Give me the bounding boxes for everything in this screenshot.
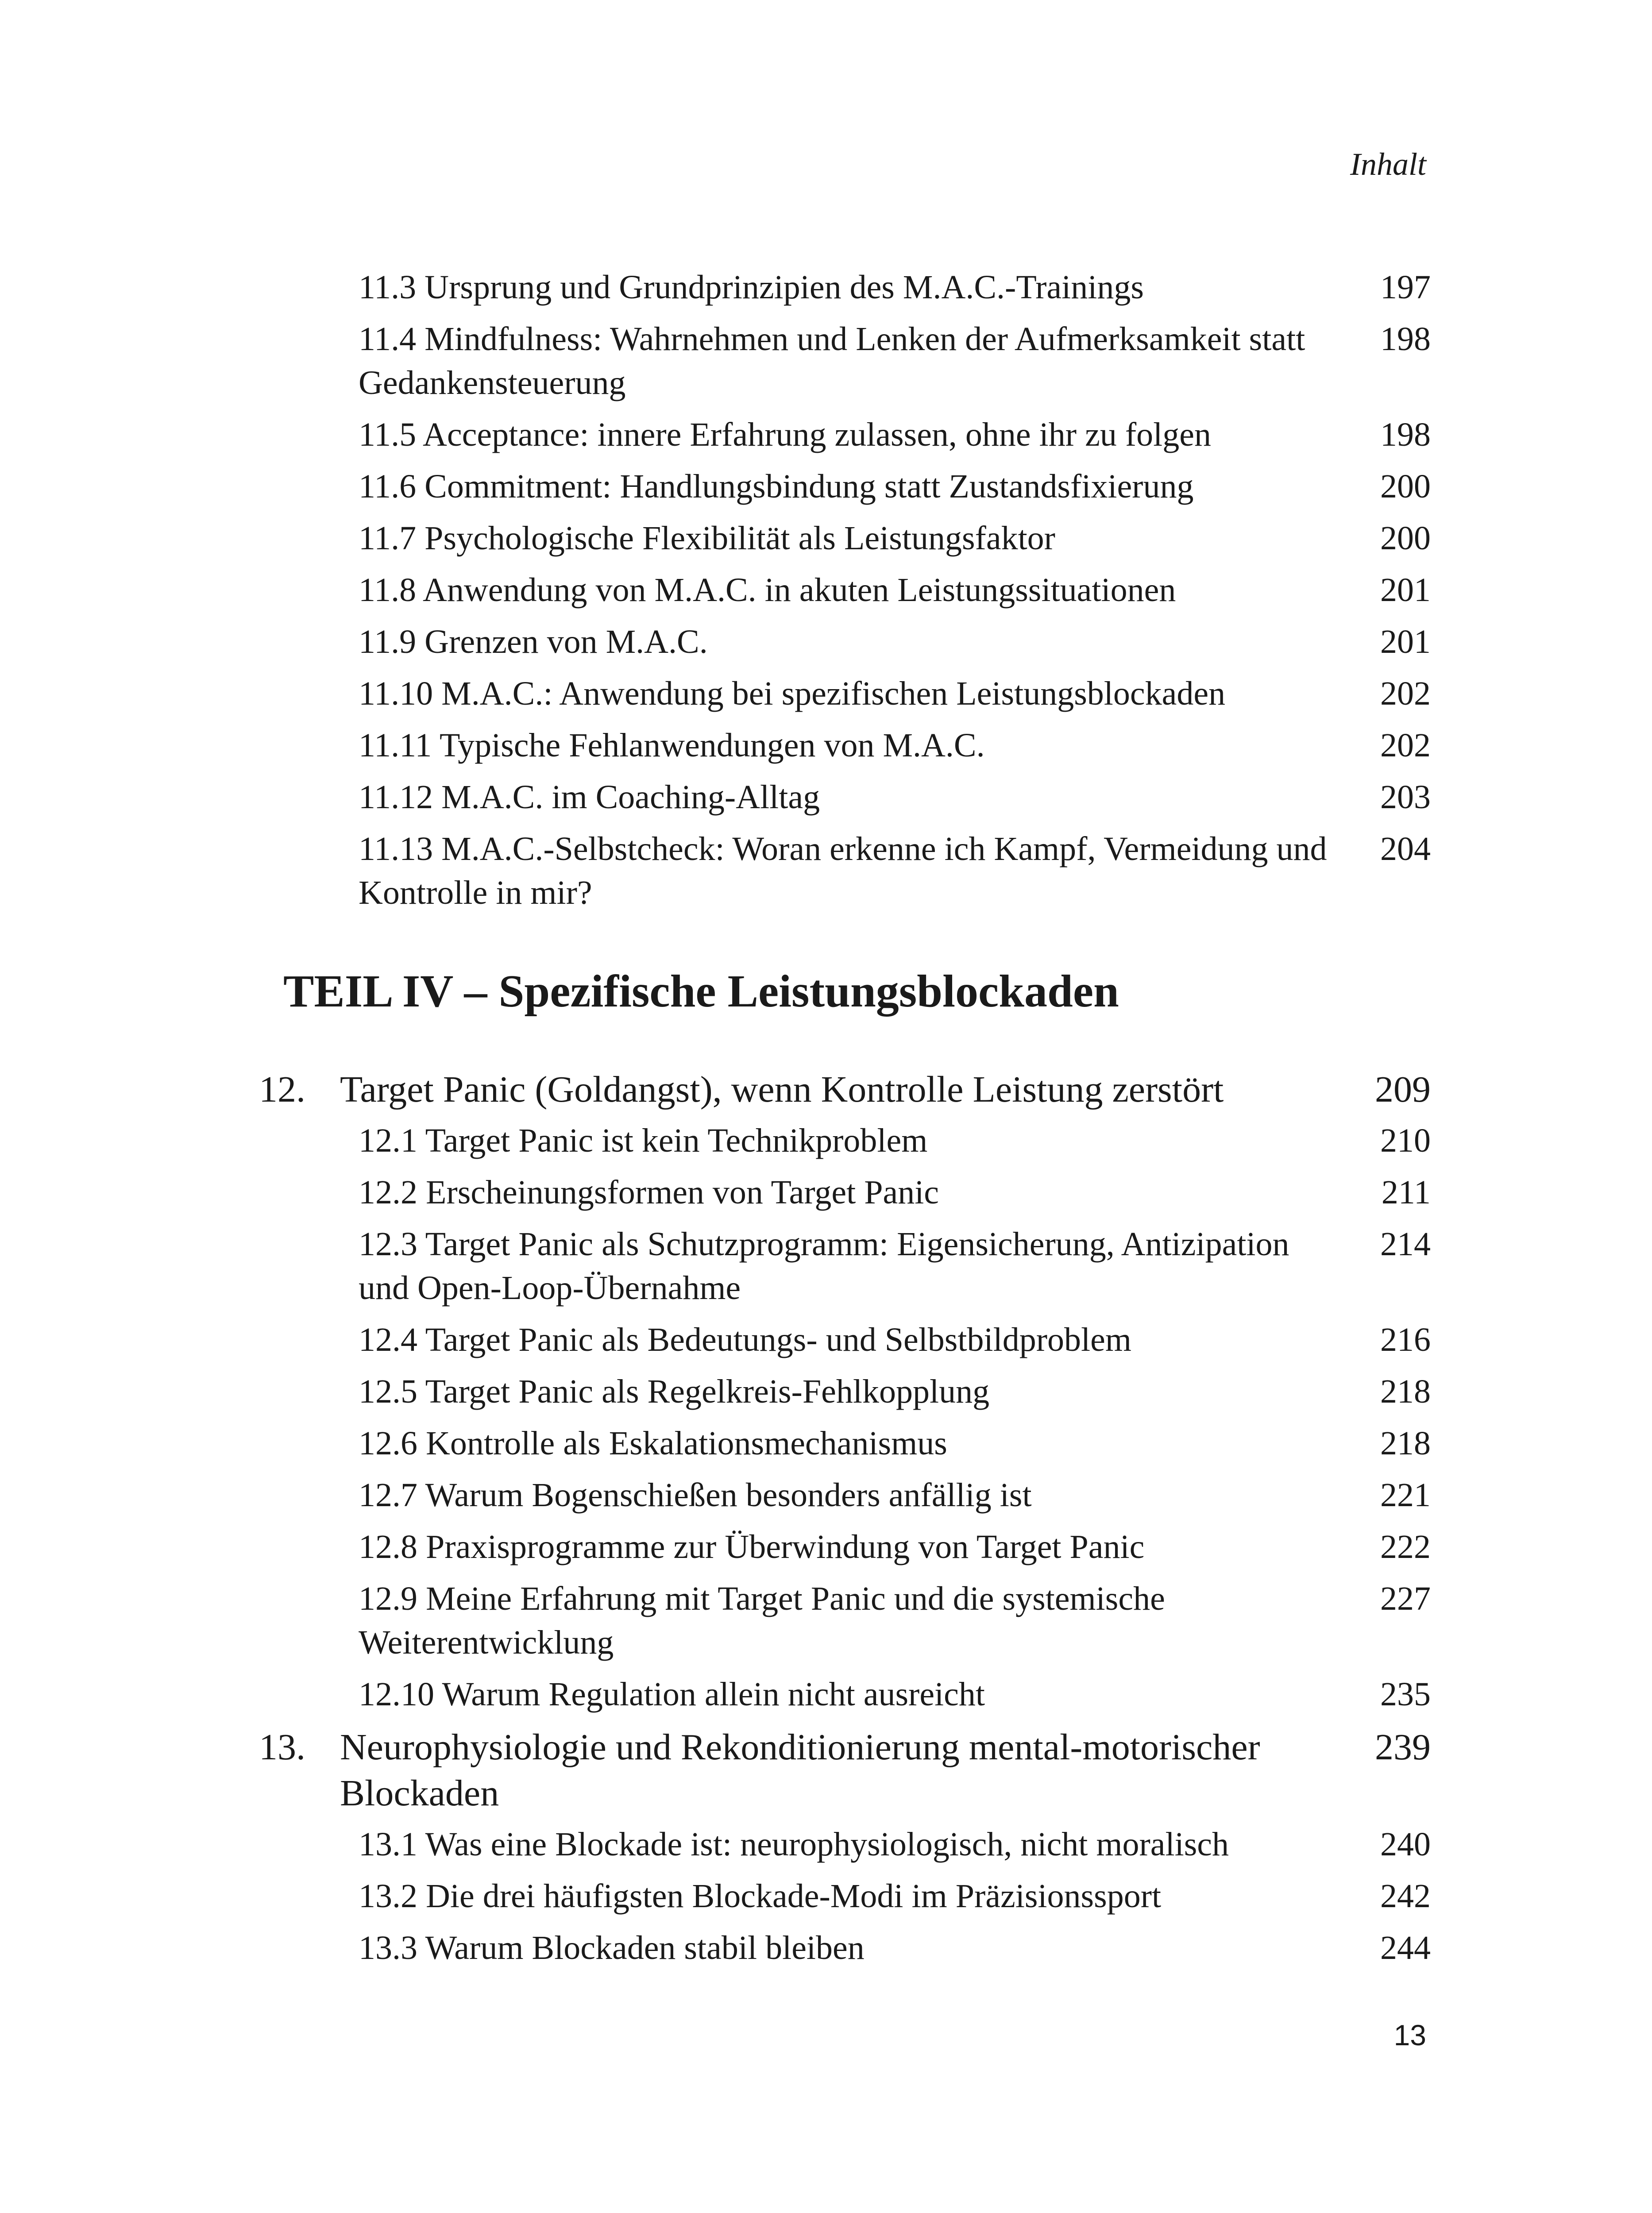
toc-entry-title: 12.3 Target Panic als Schutzprogramm: Eigensicherung, Antizipation und Open-Loop-Übernahme xyxy=(359,1226,1289,1307)
toc-entry[interactable] xyxy=(259,827,1431,915)
toc-entry-page: 214 xyxy=(1380,1226,1431,1263)
chapter-number: 12. xyxy=(259,1069,305,1110)
toc-entry-page: 222 xyxy=(1380,1528,1431,1565)
toc-entry[interactable] xyxy=(259,1823,1431,1866)
toc-entry[interactable] xyxy=(259,775,1431,819)
toc-entry[interactable] xyxy=(259,1473,1431,1517)
toc-entry[interactable] xyxy=(259,266,1431,309)
toc-entry[interactable] xyxy=(259,317,1431,405)
toc-entry[interactable] xyxy=(259,1874,1431,1918)
toc-entry-title: 12.5 Target Panic als Regelkreis-Fehlkopplung xyxy=(359,1373,990,1410)
toc-entry-title: 12.1 Target Panic ist kein Technikproblem xyxy=(359,1122,928,1159)
toc-entry[interactable] xyxy=(259,568,1431,612)
toc-entry-page: 240 xyxy=(1380,1826,1431,1863)
part-heading: TEIL IV – Spezifische Leistungsblockaden xyxy=(283,966,1119,1017)
toc-entry[interactable] xyxy=(259,517,1431,560)
toc-entry-page: 235 xyxy=(1380,1676,1431,1713)
toc-entry[interactable] xyxy=(259,672,1431,716)
toc-entry[interactable] xyxy=(259,1370,1431,1414)
chapter-title: Target Panic (Goldangst), wenn Kontrolle Leistung zerstört xyxy=(340,1069,1224,1110)
toc-entry-title: 11.7 Psychologische Flexibilität als Leistungsfaktor xyxy=(359,520,1055,557)
toc-entry-page: 218 xyxy=(1380,1373,1431,1410)
toc-entry[interactable] xyxy=(259,1926,1431,1970)
chapter-page: 209 xyxy=(1375,1069,1431,1110)
toc-entry-page: 202 xyxy=(1380,727,1431,764)
toc-entry-page: 200 xyxy=(1380,520,1431,557)
toc-entry-page: 200 xyxy=(1380,468,1431,505)
toc-entry[interactable] xyxy=(259,724,1431,767)
toc-entry-page: 198 xyxy=(1380,416,1431,453)
toc-entry-title: 13.3 Warum Blockaden stabil bleiben xyxy=(359,1929,865,1966)
toc-entry-title: 12.4 Target Panic als Bedeutungs- und Selbstbildproblem xyxy=(359,1321,1131,1358)
toc-entry-page: 198 xyxy=(1380,320,1431,358)
toc-entry-title: 11.11 Typische Fehlanwendungen von M.A.C. xyxy=(359,727,985,764)
toc-entry-page: 204 xyxy=(1380,830,1431,867)
toc-entry-page: 227 xyxy=(1380,1580,1431,1617)
toc-entry-page: 203 xyxy=(1380,779,1431,816)
toc-entry-title: 12.2 Erscheinungsformen von Target Panic xyxy=(359,1174,939,1211)
chapter-number: 13. xyxy=(259,1727,305,1768)
toc-entry-title: 12.9 Meine Erfahrung mit Target Panic und die systemische Weiterentwicklung xyxy=(359,1580,1165,1661)
toc-entry-page: 221 xyxy=(1380,1477,1431,1514)
running-head: Inhalt xyxy=(1350,147,1426,182)
toc-entry[interactable] xyxy=(259,1222,1431,1310)
toc-entry-page: 210 xyxy=(1380,1122,1431,1159)
toc-entry[interactable] xyxy=(259,1119,1431,1163)
toc-entry-page: 202 xyxy=(1380,675,1431,712)
toc-entry-page: 244 xyxy=(1380,1929,1431,1966)
toc-part-iv xyxy=(259,1067,1431,1978)
toc-entry-title: 11.12 M.A.C. im Coaching-Alltag xyxy=(359,779,820,816)
toc-entry-page: 218 xyxy=(1380,1425,1431,1462)
toc-entry-title: 12.10 Warum Regulation allein nicht ausreicht xyxy=(359,1676,985,1713)
toc-entry-page: 197 xyxy=(1380,269,1431,306)
toc-entry-title: 13.2 Die drei häufigsten Blockade-Modi im Präzisionssport xyxy=(359,1878,1162,1915)
toc-entry[interactable] xyxy=(259,620,1431,664)
page-number: 13 xyxy=(1393,2019,1426,2051)
toc-entry[interactable] xyxy=(259,1318,1431,1362)
toc-entry-title: 11.5 Acceptance: innere Erfahrung zulassen, ohne ihr zu folgen xyxy=(359,416,1211,453)
toc-entry-title: 11.3 Ursprung und Grundprinzipien des M.A.C.-Trainings xyxy=(359,269,1144,306)
toc-entry-page: 201 xyxy=(1380,623,1431,660)
toc-entry-title: 11.9 Grenzen von M.A.C. xyxy=(359,623,708,660)
toc-entry[interactable] xyxy=(259,1673,1431,1716)
toc-entry-title: 11.4 Mindfulness: Wahrnehmen und Lenken der Aufmerksamkeit statt Gedankensteuerung xyxy=(359,320,1305,401)
toc-section-11-continued xyxy=(259,266,1431,923)
toc-entry-title: 13.1 Was eine Blockade ist: neurophysiologisch, nicht moralisch xyxy=(359,1826,1229,1863)
toc-entry[interactable] xyxy=(259,413,1431,457)
chapter-title: Neurophysiologie und Rekonditionierung mental-motorischer Blockaden xyxy=(340,1727,1260,1814)
toc-entry[interactable] xyxy=(259,1422,1431,1465)
toc-entry-title: 11.8 Anwendung von M.A.C. in akuten Leistungssituationen xyxy=(359,571,1176,609)
toc-entry-title: 11.10 M.A.C.: Anwendung bei spezifischen Leistungsblockaden xyxy=(359,675,1226,712)
toc-entry-page: 201 xyxy=(1380,571,1431,609)
toc-entry[interactable] xyxy=(259,1577,1431,1665)
toc-entry-title: 12.8 Praxisprogramme zur Überwindung von Target Panic xyxy=(359,1528,1145,1565)
toc-entry-page: 216 xyxy=(1380,1321,1431,1358)
toc-entry-title: 11.6 Commitment: Handlungsbindung statt Zustandsfixierung xyxy=(359,468,1194,505)
toc-entry-page: 211 xyxy=(1381,1174,1431,1211)
chapter-entry[interactable] xyxy=(259,1067,1431,1113)
chapter-page: 239 xyxy=(1375,1727,1431,1768)
chapter-entry[interactable] xyxy=(259,1724,1431,1816)
toc-entry[interactable] xyxy=(259,1171,1431,1214)
toc-entry-title: 12.6 Kontrolle als Eskalationsmechanismus xyxy=(359,1425,947,1462)
toc-entry[interactable] xyxy=(259,1525,1431,1569)
toc-entry-title: 11.13 M.A.C.-Selbstcheck: Woran erkenne ich Kampf, Vermeidung und Kontrolle in mir? xyxy=(359,830,1327,911)
toc-entry-page: 242 xyxy=(1380,1878,1431,1915)
toc-entry-title: 12.7 Warum Bogenschießen besonders anfällig ist xyxy=(359,1477,1032,1514)
toc-entry[interactable] xyxy=(259,465,1431,509)
